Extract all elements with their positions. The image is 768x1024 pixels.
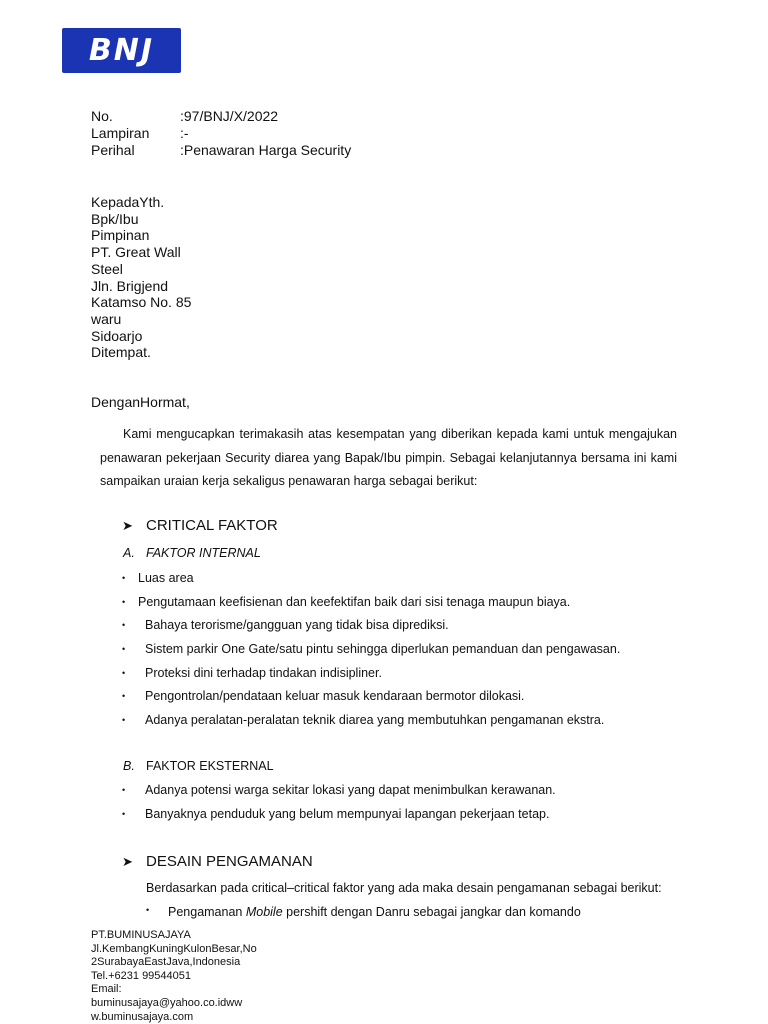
bullet-icon: • xyxy=(146,905,150,915)
bullet-icon: • xyxy=(122,808,126,819)
address-line: waru xyxy=(91,310,122,327)
subsection-external-heading xyxy=(123,759,274,773)
company-footer xyxy=(91,929,257,1024)
address-line: PT. Great Wall xyxy=(91,244,181,261)
meta-no-value: :97/BNJ/X/2022 xyxy=(180,108,279,124)
address-line: Steel xyxy=(91,260,123,277)
greeting: DenganHormat, xyxy=(91,394,190,410)
design-intro: Berdasarkan pada critical–critical faktor yang ada maka desain pengamanan sebagai berikut: xyxy=(146,881,662,895)
subsection-letter: A. xyxy=(123,546,135,560)
arrow-icon: ➤ xyxy=(122,853,133,869)
bullet-icon: • xyxy=(122,596,126,607)
bullet-icon: • xyxy=(122,715,126,726)
section-desain-pengamanan-heading xyxy=(122,853,313,870)
address-line: KepadaYth. xyxy=(91,194,165,210)
section-critical-faktor-heading xyxy=(122,517,278,534)
bullet-icon: • xyxy=(122,620,126,631)
design-bullet xyxy=(146,905,581,919)
subsection-internal-heading xyxy=(123,546,261,560)
bullet-icon: • xyxy=(122,644,126,655)
bullet-icon: • xyxy=(122,691,126,702)
footer-line: w.buminusajaya.com xyxy=(91,1010,194,1023)
subsection-letter: B. xyxy=(123,759,135,773)
letter-meta xyxy=(91,108,351,159)
meta-perihal-value: :Penawaran Harga Security xyxy=(180,142,352,158)
bullet-icon: • xyxy=(122,667,126,678)
meta-row-perihal xyxy=(91,142,351,159)
footer-line: Jl.KembangKuningKulonBesar,No xyxy=(91,942,257,955)
footer-line: Tel.+6231 99544051 xyxy=(91,969,192,982)
intro-paragraph: Kami mengucapkan terimakasih atas kesempatan yang diberikan kepada kami untuk mengajukan penawaran pekerjaan Security diarea yang Bapak/Ibu pimpin. Sebagai kelanjutannya bersama ini kami sampaikan uraian kerja sekaligus penawaran harga sebagai berikut: xyxy=(100,427,677,488)
bullet-icon: • xyxy=(122,573,126,583)
footer-line: 2SurabayaEastJava,Indonesia xyxy=(91,956,241,969)
subsection-title: FAKTOR EKSTERNAL xyxy=(146,759,274,773)
design-bullet-text: Pengamanan Mobile pershift dengan Danru sebagai jangkar dan komando xyxy=(168,905,581,919)
meta-no-label: No. xyxy=(91,108,113,124)
address-line: Katamso No. 85 xyxy=(91,294,192,311)
address-line: Sidoarjo xyxy=(91,327,143,344)
logo-text: BNJ xyxy=(88,33,155,68)
footer-line: PT.BUMINUSAJAYA xyxy=(91,929,191,941)
address-line: Jln. Brigjend xyxy=(91,277,169,294)
address-line: Pimpinan xyxy=(91,227,150,244)
meta-lampiran-value: :- xyxy=(180,125,189,141)
meta-lampiran-label: Lampiran xyxy=(91,125,150,141)
arrow-icon: ➤ xyxy=(122,517,133,533)
subsection-title: FAKTOR INTERNAL xyxy=(146,546,261,560)
section-title: DESAIN PENGAMANAN xyxy=(146,853,313,870)
recipient-address xyxy=(91,194,211,361)
section-title: CRITICAL FAKTOR xyxy=(146,517,278,534)
bullet-icon: • xyxy=(122,785,126,795)
footer-line: buminusajaya@yahoo.co.idww xyxy=(91,996,243,1009)
footer-line: Email: xyxy=(91,983,122,996)
address-line: Ditempat. xyxy=(91,344,151,361)
meta-row-lampiran xyxy=(91,125,351,142)
meta-row-no xyxy=(91,108,351,125)
company-logo xyxy=(62,28,181,73)
address-line: Bpk/Ibu xyxy=(91,210,139,227)
meta-perihal-label: Perihal xyxy=(91,142,135,158)
